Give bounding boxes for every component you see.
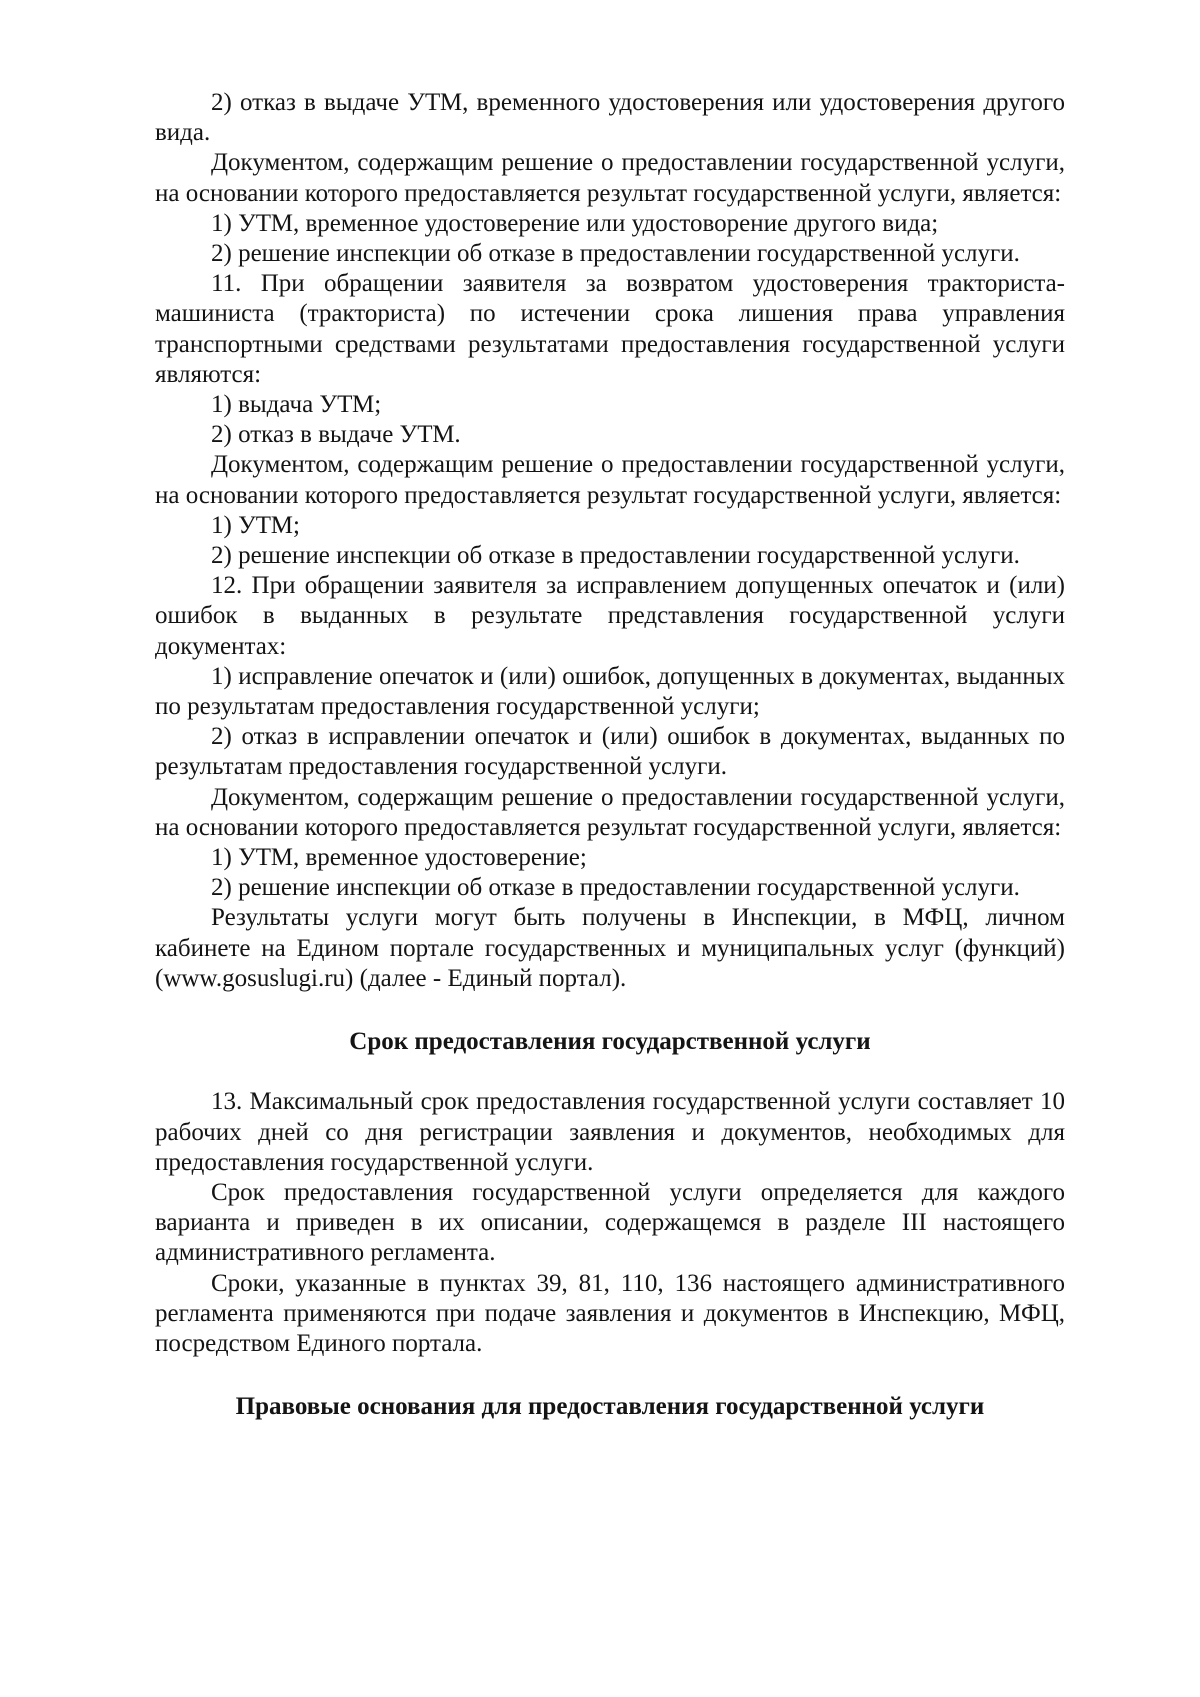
paragraph: Документом, содержащим решение о предоставлении государственной услуги, на основании которого предоставляется результат государственной услуги, является:: [155, 783, 1065, 841]
section-heading: Срок предоставления государственной услуги: [349, 1028, 871, 1056]
paragraph: 12. При обращении заявителя за исправлением допущенных опечаток и (или) ошибок в выданных в результате представления государственной услуги документах:: [155, 572, 1065, 660]
document-page: [155, 88, 1065, 1422]
list-item: 2) решение инспекции об отказе в предоставлении государственной услуги.: [211, 240, 1020, 268]
list-item: 1) выдача УТМ;: [211, 391, 382, 419]
list-item: 2) отказ в выдаче УТМ.: [211, 421, 461, 449]
spacer: [155, 1359, 1065, 1392]
paragraph: Документом, содержащим решение о предоставлении государственной услуги, на основании которого предоставляется результат государственной услуги, является:: [155, 451, 1065, 509]
paragraph: Документом, содержащим решение о предоставлении государственной услуги, на основании которого предоставляется результат государственной услуги, является:: [155, 149, 1065, 207]
paragraph: Срок предоставления государственной услуги определяется для каждого варианта и приведен в их описании, содержащемся в разделе III настоящего административного регламента.: [155, 1178, 1065, 1267]
list-item: 1) УТМ, временное удостоверение;: [211, 844, 587, 872]
paragraph: 2) отказ в выдаче УТМ, временного удостоверения или удостоверения другого вида.: [155, 89, 1065, 147]
list-item: 2) отказ в исправлении опечаток и (или) ошибок в документах, выданных по результатам предоставления государственной услуги.: [155, 723, 1065, 781]
list-item: 2) решение инспекции об отказе в предоставлении государственной услуги.: [211, 542, 1020, 570]
paragraph: Результаты услуги могут быть получены в Инспекции, в МФЦ, личном кабинете на Едином портале государственных и муниципальных услуг (функций) (www.gosuslugi.ru) (далее - Единый портал).: [155, 904, 1065, 992]
list-item: 1) исправление опечаток и (или) ошибок, допущенных в документах, выданных по результатам предоставления государственной услуги;: [155, 662, 1065, 721]
spacer: [155, 994, 1065, 1027]
spacer: [155, 1057, 1065, 1087]
list-item: 1) УТМ;: [211, 511, 300, 539]
section-heading: Правовые основания для предоставления государственной услуги: [235, 1393, 985, 1421]
paragraph: 11. При обращении заявителя за возвратом удостоверения тракториста-машиниста (тракториста) по истечении срока лишения права управления транспортными средствами результатами предоставления государственной услуги являются:: [155, 270, 1065, 388]
list-item: 1) УТМ, временное удостоверение или удостоворение другого вида;: [211, 209, 939, 237]
paragraph: 13. Максимальный срок предоставления государственной услуги составляет 10 рабочих дней со дня регистрации заявления и документов, необходимых для предоставления государственной услуги.: [155, 1088, 1065, 1176]
list-item: 2) решение инспекции об отказе в предоставлении государственной услуги.: [211, 874, 1020, 902]
paragraph: Сроки, указанные в пунктах 39, 81, 110, 136 настоящего административного регламента применяются при подаче заявления и документов в Инспекцию, МФЦ, посредством Единого портала.: [155, 1269, 1065, 1357]
